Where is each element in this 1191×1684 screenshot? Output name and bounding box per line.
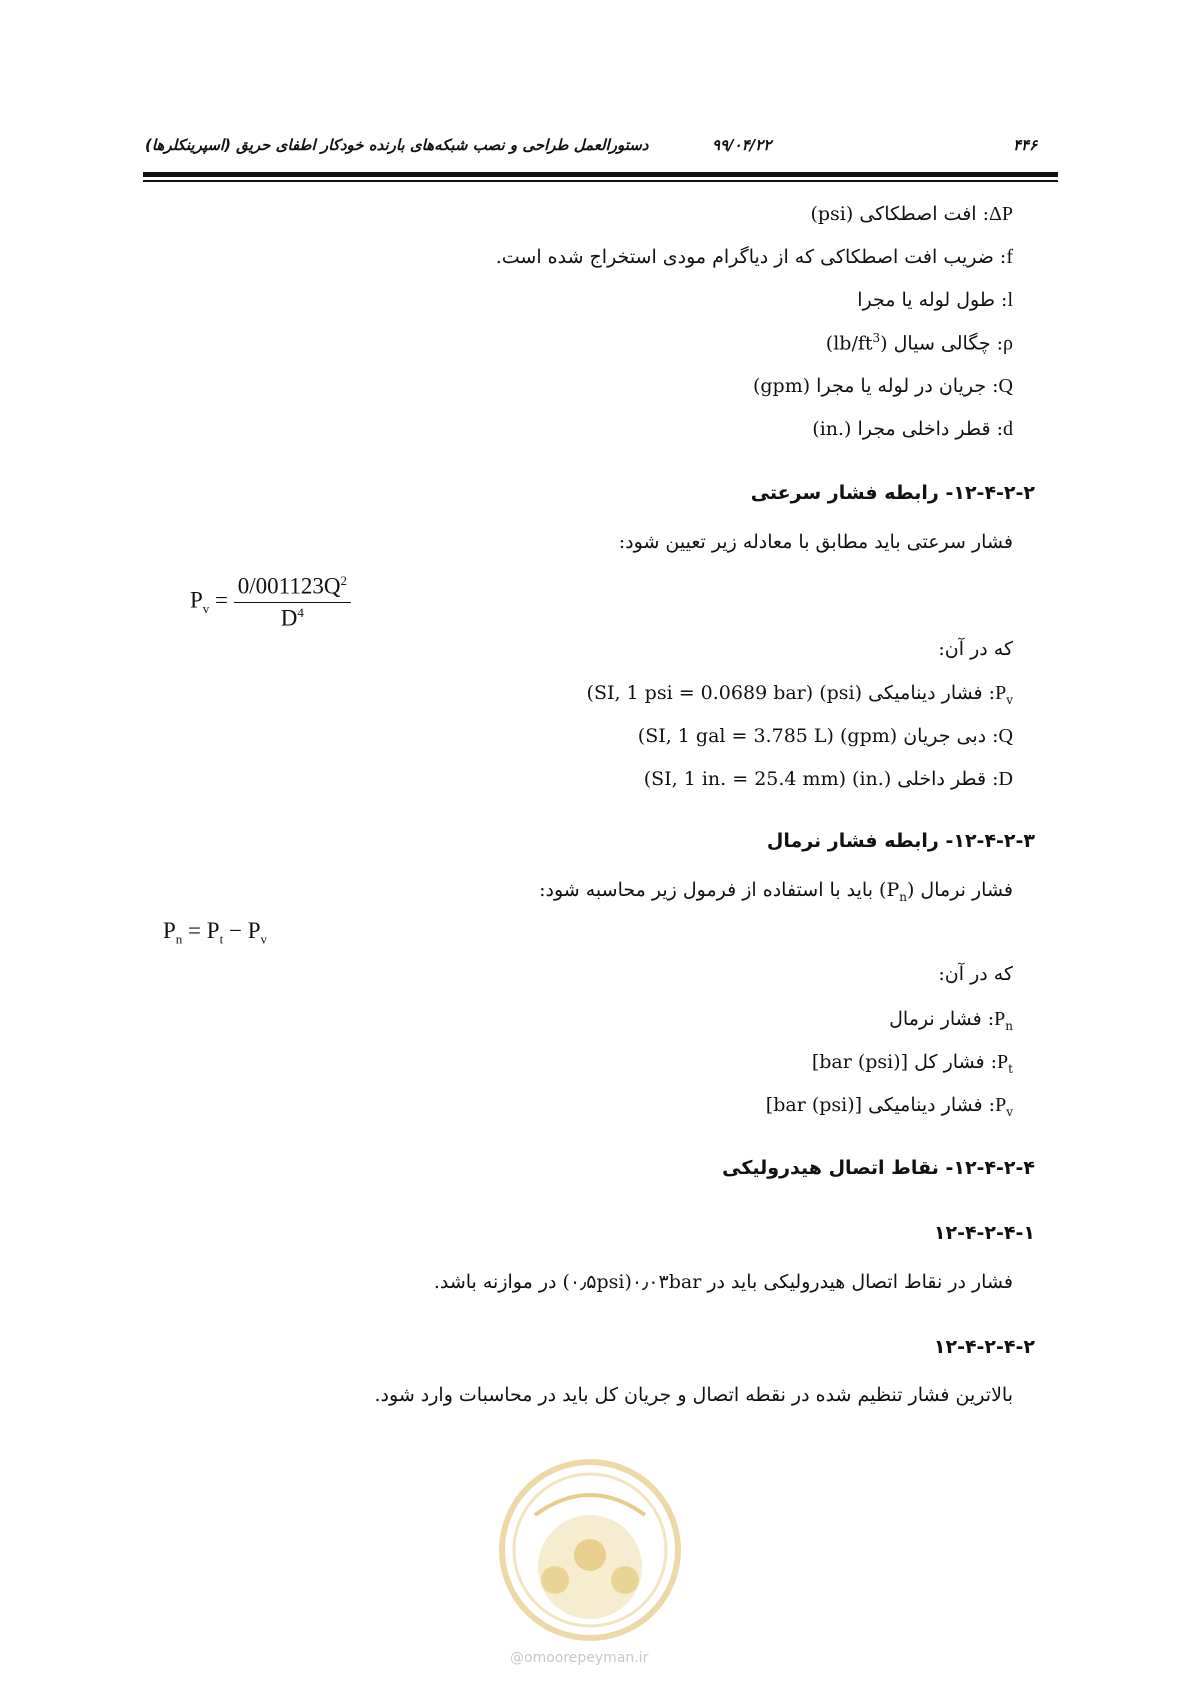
section-velocity-pressure-intro: فشار سرعتی باید مطابق با معادله زیر تعیین شود: — [618, 531, 1013, 553]
definition-q-flow: Q: دبی جریان (gpm) (SI, 1 gal = 3.785 L) — [637, 725, 1013, 747]
definition-pv-2: $P_v$: فشار دینامیکی [bar (psi)] — [765, 1094, 1013, 1119]
subsection-1-heading: ۱۲-۴-۲-۴-۱ — [933, 1222, 1035, 1244]
normal-pressure-formula: $P_n = P_t - P_v$ — [163, 918, 267, 947]
velocity-pressure-formula: $P_v$ = $\frac{0/001123Q^2}{D^4}$ — [190, 573, 351, 631]
header-date: ۹۹/۰۴/۲۲ — [712, 136, 772, 154]
watermark-seal-logo — [495, 1455, 685, 1645]
header-rule-thick — [143, 172, 1058, 177]
section-normal-pressure-intro: فشار نرمال $(P_n)$ باید با استفاده از فرمول زیر محاسبه شود: — [539, 879, 1013, 904]
definition-f: f: ضریب افت اصطکاکی که از دیاگرام مودی استخراج شده است. — [495, 246, 1013, 268]
header-title: دستورالعمل طراحی و نصب شبکه‌های بارنده خودکار اطفای حریق (اسپرینکلرها) — [145, 136, 649, 154]
definition-d: d: قطر داخلی مجرا (.in) — [812, 418, 1013, 440]
where-label-2: که در آن: — [938, 963, 1013, 985]
subsection-2-heading: ۱۲-۴-۲-۴-۲ — [933, 1336, 1035, 1358]
watermark-url: @omoorepeyman.ir — [510, 1650, 649, 1666]
definition-pt: $P_t$: فشار کل [bar (psi)] — [811, 1051, 1013, 1076]
definition-d-diameter: D: قطر داخلی (.in) (SI, 1 in. = 25.4 mm) — [643, 768, 1013, 790]
page-number: ۴۴۶ — [1013, 136, 1038, 154]
section-hydraulic-junction-heading: ۱۲-۴-۲-۴- نقاط اتصال هیدرولیکی — [722, 1157, 1035, 1179]
subsection-1-text: فشار در نقاط اتصال هیدرولیکی باید در ۰٫۰۳bar(۰٫۵psi) در موازنه باشد. — [433, 1271, 1013, 1293]
definition-l: l: طول لوله یا مجرا — [857, 289, 1013, 311]
definition-delta-p: ΔP: افت اصطکاکی (psi) — [810, 203, 1013, 225]
page-header — [145, 132, 1057, 158]
definition-pv: $P_v$: فشار دینامیکی (psi) (SI, 1 psi = 0.0689 bar) — [586, 682, 1013, 707]
section-velocity-pressure-heading: ۱۲-۴-۲-۲- رابطه فشار سرعتی — [750, 482, 1035, 504]
definition-rho: ρ: چگالی سیال $(lb/ft^3)$ — [825, 331, 1013, 355]
definition-q: Q: جریان در لوله یا مجرا (gpm) — [752, 375, 1013, 397]
header-rule-thin — [143, 180, 1058, 182]
section-normal-pressure-heading: ۱۲-۴-۲-۳- رابطه فشار نرمال — [766, 830, 1035, 852]
definition-pn: $P_n$: فشار نرمال — [889, 1008, 1013, 1033]
subsection-2-text: بالاترین فشار تنظیم شده در نقطه اتصال و جریان کل باید در محاسبات وارد شود. — [374, 1384, 1013, 1406]
where-label-1: که در آن: — [938, 638, 1013, 660]
